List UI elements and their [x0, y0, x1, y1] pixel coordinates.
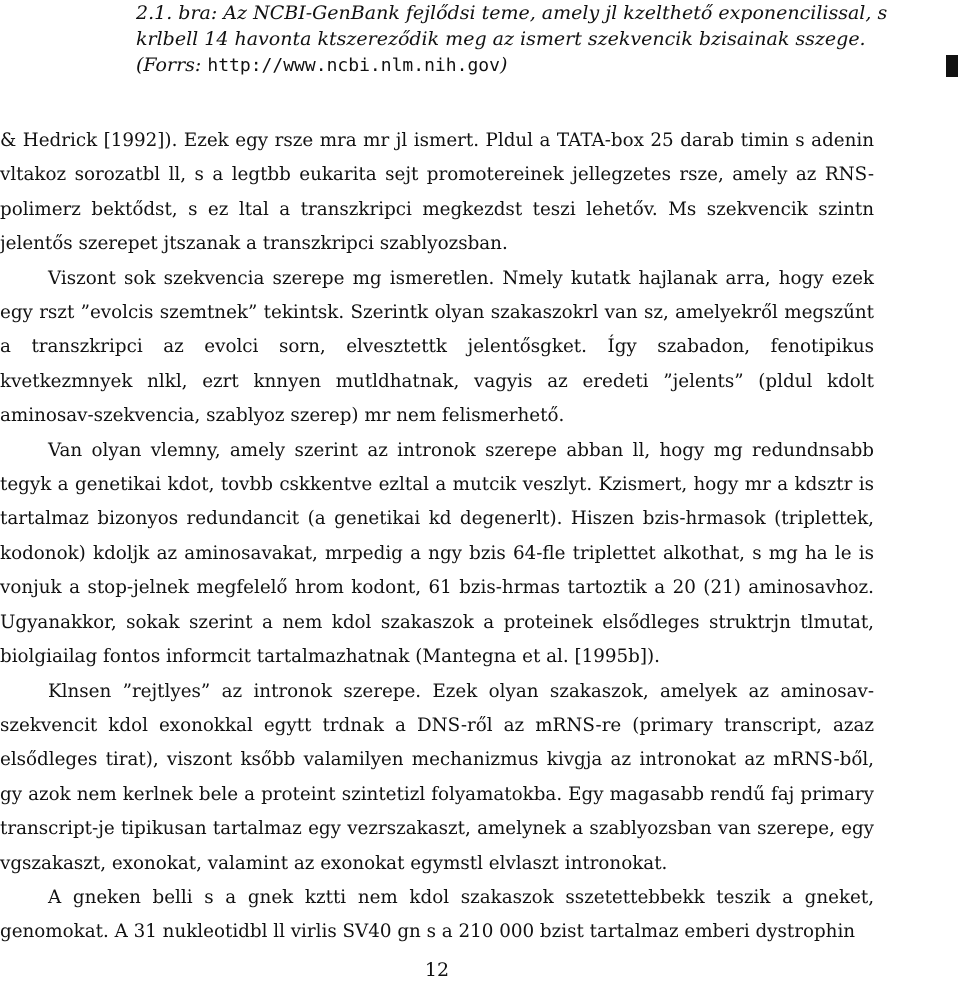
- paragraph-2: Viszont sok szekvencia szerepe mg ismeretlen. Nmely kutatk hajlanak arra, hogy ezek egy rszt ”evolcis szemtnek” tekintsk. Szerintk olyan szakaszokrl van sz, amelyekről megszűnt a transzkripci az evolci sorn, elvesztettk jelentősgket. Így szabadon, fenotipikus kvetkezmnyek nlkl, ezrt knnyen mutldhatnak, vagyis az eredeti ”jelents” (pldul kdolt aminosav-szekvencia, szablyoz szerep) mr nem felismerhető.: [0, 267, 874, 427]
- margin-marker: [946, 55, 958, 77]
- paragraph-3: Van olyan vlemny, amely szerint az intronok szerepe abban ll, hogy mg redundnsabb tegyk a genetikai kdot, tovbb cskkentve ezltal a mutcik veszlyt. Kzismert, hogy mr a kdsztr is tartalmaz bizonyos redundancit (a genetikai kd degenerlt). Hiszen bzis-hrmasok (triplettek, kodonok) kdoljk az aminosavakat, mrpedig a ngy bzis 64-fle triplettet alkothat, s mg ha le is vonjuk a stop-jelnek megfelelő hrom kodont, 61 bzis-hrmas tartoztik a 20 (21) aminosavhoz. Ugyanakkor, sokak szerint a nem kdol szakaszok a proteinek elsődleges struktrjn tlmutat, biolgiailag fontos informcit tartalmazhatnak (Mantegna et al. [1995b]).: [0, 439, 874, 668]
- paragraph-1: & Hedrick [1992]). Ezek egy rsze mra mr jl ismert. Pldul a TATA-box 25 darab timin s adenin vltakoz sorozatbl ll, s a legtbb eukarita sejt promotereinek jellegzetes rsze, amely az RNS-polimerz bektődst, s ez ltal a transzkripci megkezdst teszi lehetőv. Ms szekvencik szintn jelentős szerepet jtszanak a transzkripci szablyozsban.: [0, 130, 874, 255]
- figure-caption-text: 2.1. bra: Az NCBI-GenBank fejlődsi teme, amely jl kzelthető exponencilissal, s krlbell 14 havonta ktszereződik meg az ismert szekvencik bzisainak sszege. (Forrs:: [136, 2, 888, 76]
- page-number: 12: [424, 959, 450, 981]
- paragraph-4: Klnsen ”rejtlyes” az intronok szerepe. Ezek olyan szakaszok, amelyek az aminosav-szekvencit kdol exonokkal egytt trdnak a DNS-ről az mRNS-re (primary transcript, azaz elsődleges tirat), viszont ksőbb valamilyen mechanizmus kivgja az intronokat az mRNS-ből, gy azok nem kerlnek bele a proteint szintetizl folyamatokba. Egy magasabb rendű faj primary transcript-je tipikusan tartalmaz egy vezrszakaszt, amelynek a szablyozsban van szerepe, egy vgszakaszt, exonokat, valamint az exonokat egymstl elvlaszt intronokat.: [0, 680, 874, 874]
- paragraph-5: A gneken belli s a gnek kztti nem kdol szakaszok sszetettebbekk teszik a gneket, genomokat. A 31 nukleotidbl ll virlis SV40 gn s a 210 000 bzist tartalmaz emberi dystrophin: [0, 886, 874, 943]
- figure-caption-closing: ): [499, 54, 508, 76]
- body-text: [0, 124, 874, 950]
- figure-caption: [136, 0, 896, 79]
- source-url[interactable]: http://www.ncbi.nlm.nih.gov: [207, 55, 500, 76]
